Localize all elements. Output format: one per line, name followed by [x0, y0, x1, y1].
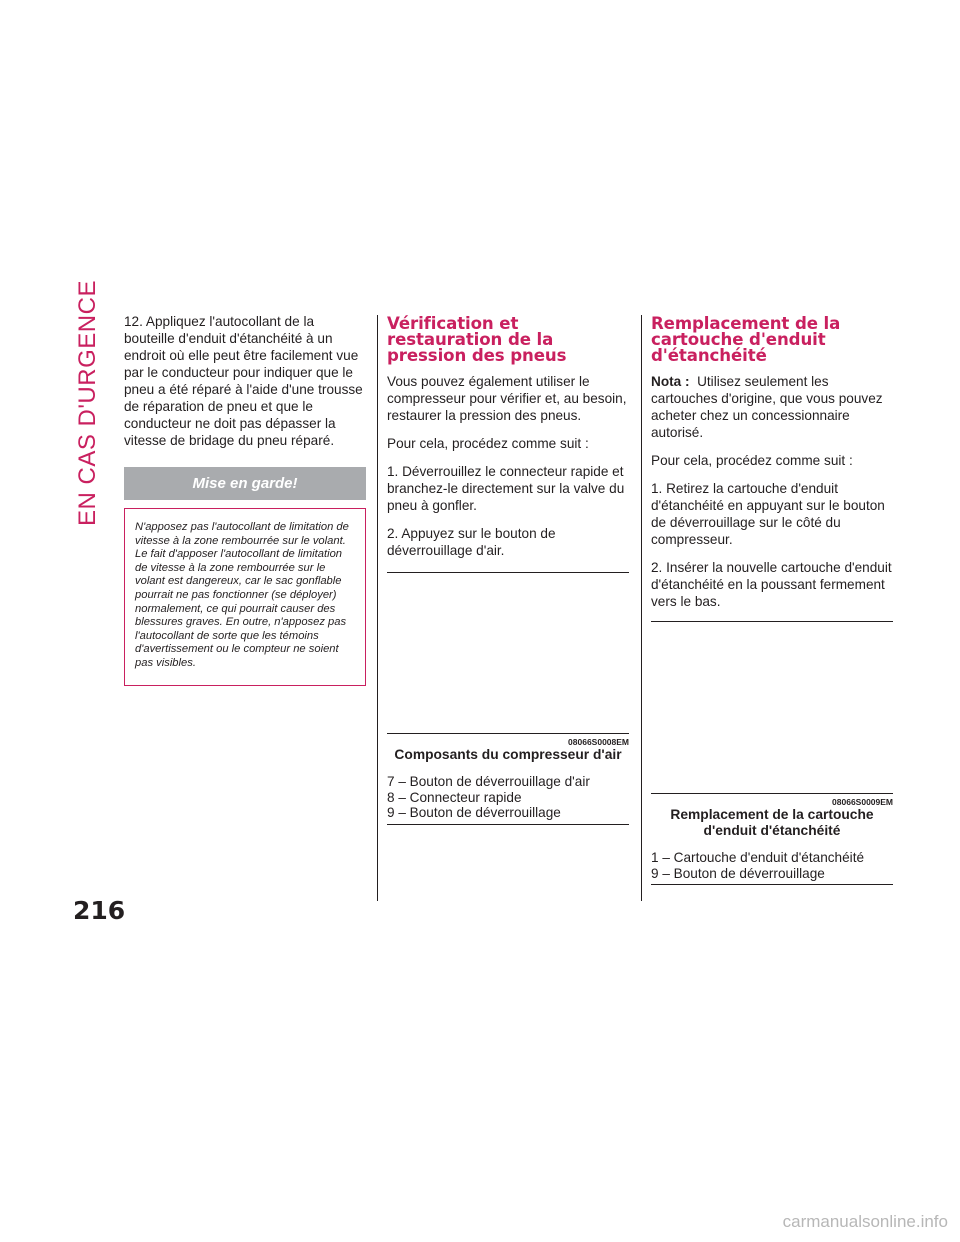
figure-code: 08066S0008EM	[568, 737, 629, 747]
section-heading-cartridge: Remplacement de la cartouche d'enduit d'étanchéité	[651, 314, 841, 365]
column-2	[387, 313, 629, 825]
pressure-step-2: 2. Appuyez sur le bouton de déverrouillage d'air.	[387, 526, 556, 558]
cartridge-step-2: 2. Insérer la nouvelle cartouche d'enduit d'étanchéité en la poussant fermement vers le bas.	[651, 560, 892, 609]
figure-compressor	[387, 573, 629, 825]
figure-legend	[387, 774, 629, 821]
legend-item: 8 – Connecteur rapide	[387, 789, 522, 805]
column-3	[651, 313, 893, 885]
figure-bottom-rule	[651, 793, 893, 794]
nota-paragraph	[651, 373, 893, 441]
warning-heading: Mise en garde!	[124, 467, 366, 500]
chapter-title: EN CAS D'URGENCE	[74, 280, 101, 526]
step-12-text: 12. Appliquez l'autocollant de la bouteille d'enduit d'étanchéité à un endroit où elle peut être facilement vue par le conducteur pour indiquer que le pneu a été réparé à l'aide d'une trousse de réparation de pneu et que le conducteur ne doit pas dépasser la vitesse de bridage du pneu réparé.	[124, 314, 363, 448]
nota-text: Utilisez seulement les cartouches d'origine, que vous pouvez acheter chez un concessionnaire autorisé.	[651, 374, 883, 440]
watermark: carmanualsonline.info	[782, 1212, 948, 1231]
page-number: 216	[73, 896, 126, 925]
figure-title: Remplacement de la cartouche d'enduit d'étanchéité	[670, 807, 874, 838]
pressure-procedure: Pour cela, procédez comme suit :	[387, 436, 589, 451]
figure-image-area	[651, 622, 893, 793]
column-1	[124, 313, 366, 686]
legend-bottom-rule	[387, 824, 629, 825]
legend-item: 9 – Bouton de déverrouillage	[651, 865, 825, 881]
chapter-side-tab	[73, 280, 103, 526]
legend-item: 7 – Bouton de déverrouillage d'air	[387, 774, 590, 789]
cartridge-procedure: Pour cela, procédez comme suit :	[651, 453, 853, 468]
warning-text: N'apposez pas l'autocollant de limitation de vitesse à la zone rembourrée sur le volant. Le fait d'apposer l'autocollant de limitation de vitesse à la zone rembourrée sur le volant est dangereux, car le sac gonflable pourrait ne pas fonctionner (se déployer) normalement, ce qui pourrait causer des blessures graves. En outre, n'apposez pas l'autocollant de sorte que les témoins d'avertissement ou le compteur ne soient pas visibles.	[135, 521, 349, 669]
column-divider-1	[377, 315, 378, 901]
figure-title: Composants du compresseur d'air	[394, 747, 622, 762]
figure-bottom-rule	[387, 733, 629, 734]
figure-code: 08066S0009EM	[832, 797, 893, 807]
cartridge-step-1: 1. Retirez la cartouche d'enduit d'étanchéité en appuyant sur le bouton de déverrouillage sur le côté du compresseur.	[651, 481, 885, 547]
pressure-intro: Vous pouvez également utiliser le compresseur pour vérifier et, au besoin, restaurer la pression des pneus.	[387, 374, 627, 423]
warning-box	[124, 508, 366, 686]
section-heading-pressure: Vérification et restauration de la pression des pneus	[387, 314, 567, 365]
figure-image-area	[387, 573, 629, 733]
column-divider-2	[641, 315, 642, 901]
legend-bottom-rule	[651, 884, 893, 885]
nota-label: Nota :	[651, 374, 690, 389]
figure-legend	[651, 850, 893, 881]
figure-cartridge	[651, 622, 893, 885]
pressure-step-1: 1. Déverrouillez le connecteur rapide et branchez-le directement sur la valve du pneu à gonfler.	[387, 464, 625, 513]
legend-item: 9 – Bouton de déverrouillage	[387, 805, 561, 821]
legend-item: 1 – Cartouche d'enduit d'étanchéité	[651, 850, 865, 865]
